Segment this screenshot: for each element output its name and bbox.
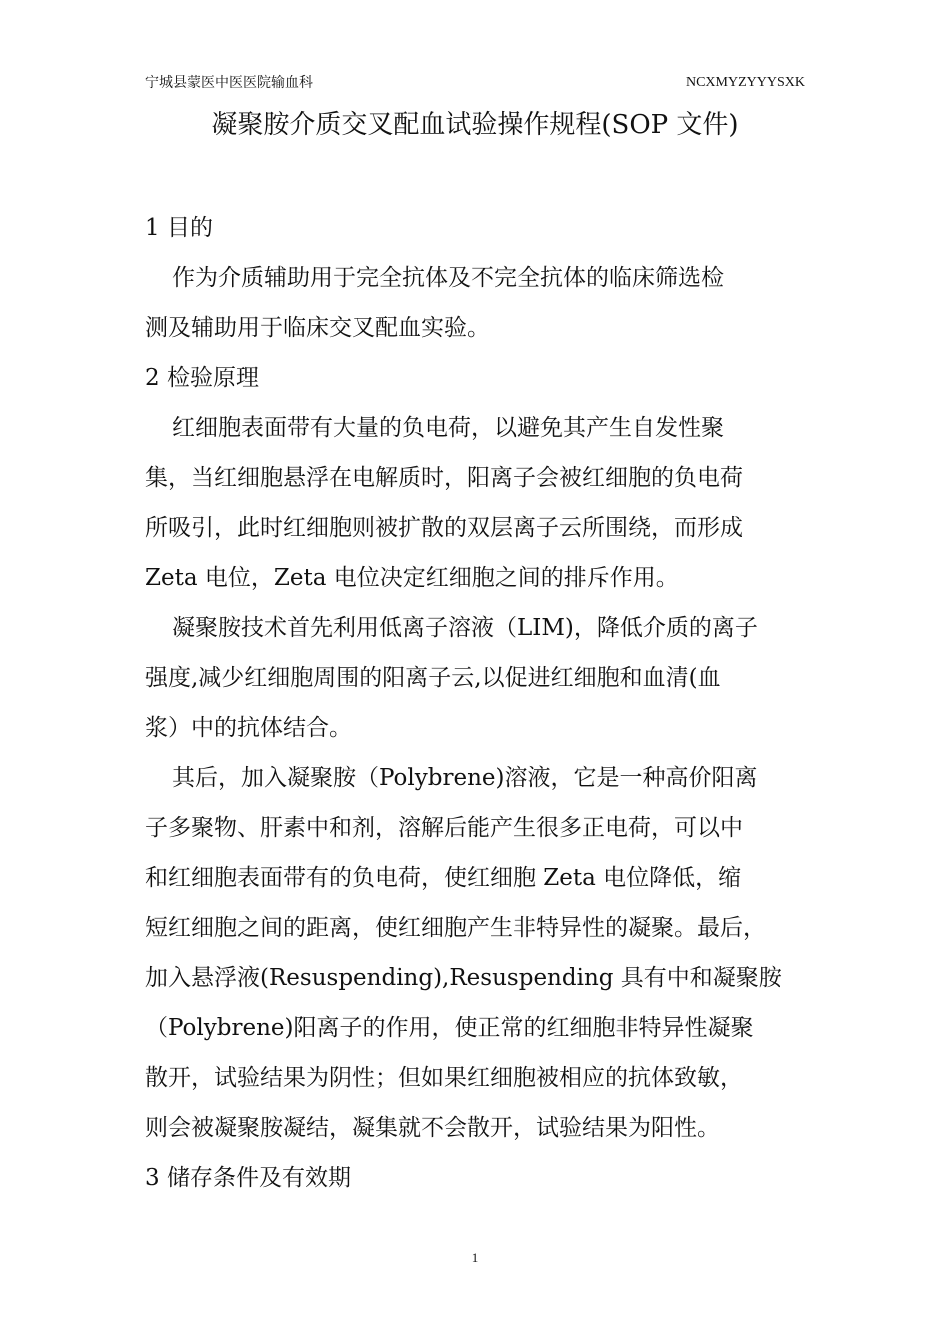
- body-line: 和红细胞表面带有的负电荷，使红细胞 Zeta 电位降低，缩: [145, 865, 742, 891]
- body-line: 强度,减少红细胞周围的阳离子云,以促进红细胞和血清(血: [145, 665, 721, 691]
- body-line: 测及辅助用于临床交叉配血实验。: [145, 315, 490, 341]
- section-heading-purpose: 1 目的: [145, 215, 213, 241]
- body-line: 作为介质辅助用于完全抗体及不完全抗体的临床筛选检: [172, 265, 724, 291]
- body-line: 凝聚胺技术首先利用低离子溶液（LIM)，降低介质的离子: [172, 615, 758, 641]
- body-line: 则会被凝聚胺凝结，凝集就不会散开，试验结果为阳性。: [145, 1115, 720, 1141]
- body-line: 浆）中的抗体结合。: [145, 715, 352, 741]
- body-line: 子多聚物、肝素中和剂，溶解后能产生很多正电荷，可以中: [145, 815, 743, 841]
- section-heading-principle: 2 检验原理: [145, 365, 259, 391]
- document-body: [145, 203, 835, 1203]
- document-title: 凝聚胺介质交叉配血试验操作规程(SOP 文件): [211, 110, 739, 140]
- page-number: 1: [471, 1250, 479, 1265]
- body-line: 加入悬浮液(Resuspending),Resuspending 具有中和凝聚胺: [145, 965, 782, 991]
- body-line: （Polybrene)阳离子的作用，使正常的红细胞非特异性凝聚: [145, 1015, 754, 1041]
- body-line: 红细胞表面带有大量的负电荷，以避免其产生自发性聚: [172, 415, 724, 441]
- body-line: 短红细胞之间的距离，使红细胞产生非特异性的凝聚。最后，: [145, 915, 766, 941]
- body-line: Zeta 电位，Zeta 电位决定红细胞之间的排斥作用。: [145, 565, 679, 591]
- section-heading-storage: 3 储存条件及有效期: [145, 1165, 351, 1191]
- body-line: 其后，加入凝聚胺（Polybrene)溶液，它是一种高价阳离: [172, 765, 758, 791]
- body-line: 散开，试验结果为阴性；但如果红细胞被相应的抗体致敏，: [145, 1065, 743, 1091]
- header-hospital-name: 宁城县蒙医中医医院输血科: [145, 75, 313, 91]
- header-document-code: NCXMYZYYYSXK: [685, 75, 805, 90]
- body-line: 集，当红细胞悬浮在电解质时，阳离子会被红细胞的负电荷: [145, 465, 743, 491]
- body-line: 所吸引，此时红细胞则被扩散的双层离子云所围绕，而形成: [145, 515, 743, 541]
